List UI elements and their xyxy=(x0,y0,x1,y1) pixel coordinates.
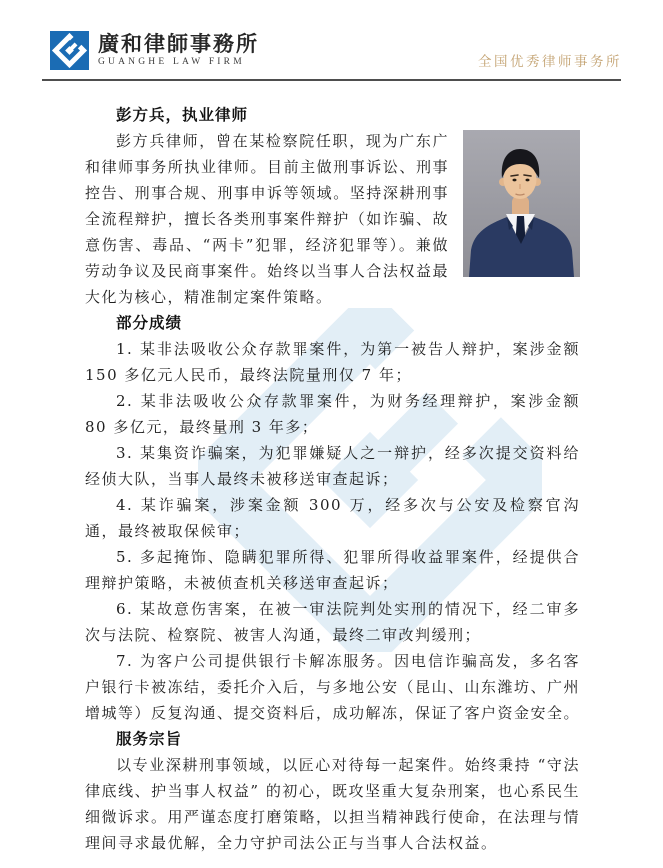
intro-paragraph: 彭方兵律师，曾在某检察院任职，现为广东广和律师事务所执业律师。目前主做刑事诉讼、刑事控告、刑事合规、刑事申诉等领域。坚持深耕刑事全流程辩护，擅长各类刑事案件辩护（如诈骗、故意伤害、毒品、“两卡”犯罪，经济犯罪等）。兼做劳动争议及民商事案件。始终以当事人合法权益最大化为核心，精准制定案件策略。 xyxy=(85,132,449,306)
firm-logo xyxy=(50,31,259,70)
mission-paragraph: 以专业深耕刑事领域，以匠心对待每一起案件。始终秉持 “守法律底线、护当事人权益” 的初心，既攻坚重大复杂刑案，也心系民生细微诉求。用严谨态度打磨策略，以担当精神践行使命，在法理与情理间寻求最优解，全力守护司法公正与当事人合法权益。 xyxy=(85,756,581,852)
header xyxy=(0,0,663,79)
achievements-heading: 部分成绩 xyxy=(116,314,183,332)
firm-name-cn: 廣和律師事務所 xyxy=(98,31,259,56)
achievement-item: 7. 为客户公司提供银行卡解冻服务。因电信诈骗高发，多名客户银行卡被冻结，委托介入后，与多地公安（昆山、山东潍坊、广州增城等）反复沟通、提交资料后，成功解冻，保证了客户资金安全。 xyxy=(85,652,581,722)
firm-logo-text xyxy=(98,31,259,69)
header-divider xyxy=(42,79,621,81)
lawyer-name-title: 彭方兵，执业律师 xyxy=(116,106,249,124)
lawyer-photo xyxy=(463,130,580,277)
achievement-item: 4. 某诈骗案，涉案金额 300 万，经多次与公安及检察官沟通，最终被取保候审； xyxy=(85,496,580,540)
achievement-item: 6. 某故意伤害案，在被一审法院判处实刑的情况下，经二审多次与法院、检察院、被害人沟通，最终二审改判缓刑； xyxy=(85,600,580,644)
mission-heading: 服务宗旨 xyxy=(116,730,183,748)
firm-logo-icon xyxy=(50,31,89,70)
document-body xyxy=(85,102,580,856)
intro-section xyxy=(85,128,580,310)
achievement-item: 3. 某集资诈骗案，为犯罪嫌疑人之一辩护，经多次提交资料给经侦大队，当事人最终未被移送审查起诉； xyxy=(85,444,580,488)
achievement-item: 1. 某非法吸收公众存款罪案件，为第一被告人辩护，案涉金额 150 多亿元人民币，最终法院量刑仅 7 年； xyxy=(85,340,580,384)
firm-name-en: GUANGHE LAW FIRM xyxy=(98,57,245,67)
header-tagline: 全国优秀律师事务所 xyxy=(478,54,622,70)
achievement-item: 5. 多起掩饰、隐瞒犯罪所得、犯罪所得收益罪案件，经提供合理辩护策略，未被侦查机关移送审查起诉； xyxy=(85,548,580,592)
achievement-item: 2. 某非法吸收公众存款罪案件，为财务经理辩护，案涉金额 80 多亿元，最终量刑 3 年多； xyxy=(85,392,580,436)
